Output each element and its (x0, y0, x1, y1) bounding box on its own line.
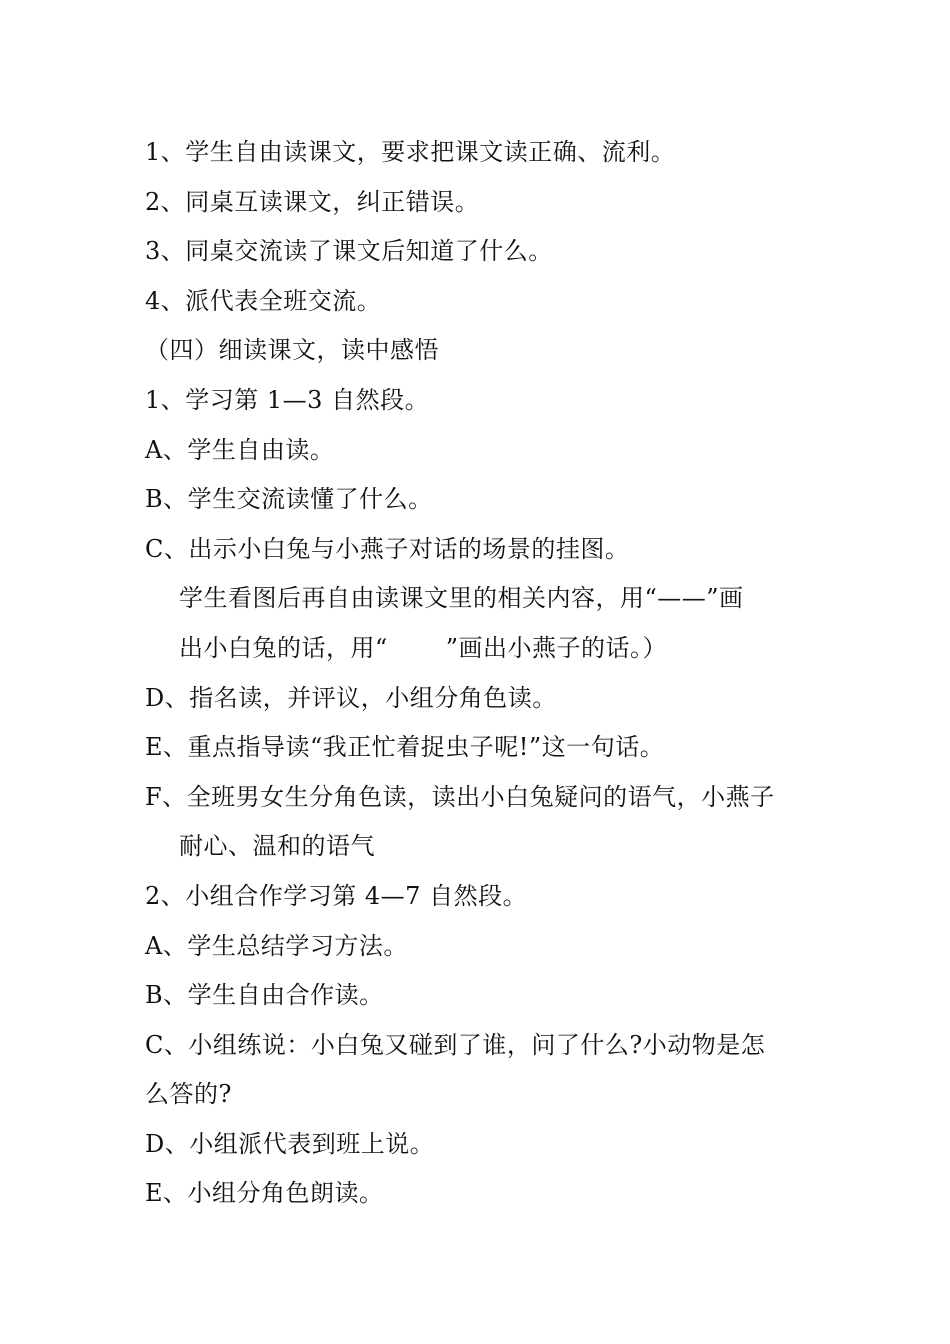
text-line: 4、派代表全班交流。 (145, 286, 382, 315)
document-body (145, 128, 815, 1219)
text-line: 1、学生自由读课文，要求把课文读正确、流利。 (145, 138, 676, 166)
section-heading: （四）细读课文，读中感悟 (145, 336, 439, 365)
text-line: 学生看图后再自由读课文里的相关内容，用“——”画 (179, 584, 744, 613)
text-line-with-blank (145, 624, 815, 674)
text-line: C、出示小白兔与小燕子对话的场景的挂图。 (145, 534, 630, 563)
text-segment: ”画出小燕子的话。） (445, 633, 668, 662)
text-line: A、学生自由读。 (145, 435, 335, 464)
text-line: 耐心、温和的语气 (179, 832, 375, 861)
text-line: A、学生总结学习方法。 (145, 931, 408, 960)
text-line: C、小组练说：小白兔又碰到了谁，问了什么?小动物是怎 (145, 1030, 766, 1059)
text-line: F、全班男女生分角色读，读出小白兔疑问的语气，小燕子 (145, 782, 775, 811)
text-segment: 出小白兔的话，用“ (179, 633, 388, 662)
text-line: D、小组派代表到班上说。 (145, 1129, 435, 1158)
text-line: E、小组分角色朗读。 (145, 1179, 384, 1208)
text-line: E、重点指导读“我正忙着捉虫子呢!”这一句话。 (145, 733, 665, 762)
text-line: 1、学习第 1—3 自然段。 (145, 385, 430, 414)
text-line: 2、同桌互读课文，纠正错误。 (145, 187, 480, 216)
text-line: 么答的? (145, 1080, 232, 1109)
text-line: 3、同桌交流读了课文后知道了什么。 (145, 237, 553, 266)
text-line: D、指名读，并评议，小组分角色读。 (145, 683, 557, 712)
text-line: 2、小组合作学习第 4—7 自然段。 (145, 881, 528, 910)
text-line: B、学生交流读懂了什么。 (145, 485, 433, 514)
text-line: B、学生自由合作读。 (145, 981, 384, 1010)
